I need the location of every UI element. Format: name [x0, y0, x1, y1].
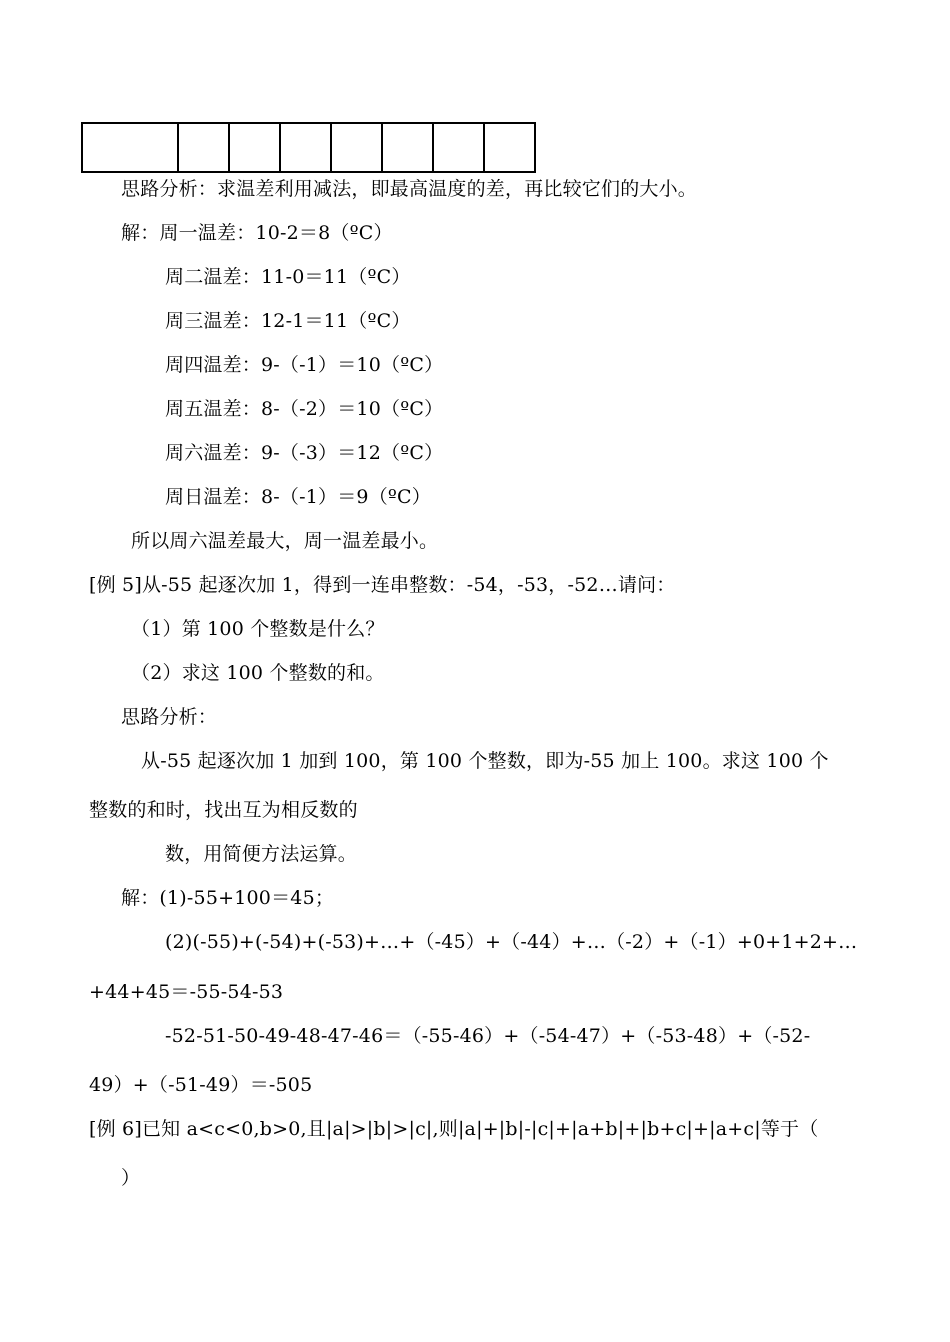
- question-1: （1）第 100 个整数是什么？: [131, 618, 385, 640]
- table-cell: [433, 123, 484, 172]
- table-row: [82, 123, 535, 172]
- solution-part-2-line-1: (2)(-55)+(-54)+(-53)+…+（-45）+（-44）+…（-2）+（-1）+0+1+2+…: [165, 931, 858, 953]
- solution-thursday: 周四温差：9-（-1）＝10（ºC）: [165, 354, 444, 376]
- solution-wednesday: 周三温差：12-1＝11（ºC）: [165, 310, 411, 332]
- solution-friday: 周五温差：8-（-2）＝10（ºC）: [165, 398, 444, 420]
- table-cell: [484, 123, 535, 172]
- conclusion-line: 所以周六温差最大，周一温差最小。: [131, 530, 439, 552]
- solution-part-1: 解：(1)-55+100＝45；: [121, 887, 335, 909]
- solution-part-2-line-4: 49）+（-51-49）＝-505: [89, 1074, 313, 1096]
- table-cell: [82, 123, 178, 172]
- analysis-body-1: 从-55 起逐次加 1 加到 100，第 100 个整数，即为-55 加上 100。求这 100 个: [141, 750, 829, 772]
- analysis-body-3: 数，用简便方法运算。: [165, 843, 358, 865]
- table-cell: [382, 123, 433, 172]
- analysis-line: 思路分析：求温差利用减法，即最高温度的差，再比较它们的大小。: [121, 178, 698, 200]
- solution-part-2-line-3: -52-51-50-49-48-47-46＝（-55-46）+（-54-47）+（-53-48）+（-52-: [165, 1025, 811, 1047]
- example-5-title: [例 5]从-55 起逐次加 1，得到一连串整数：-54，-53，-52…请问：: [89, 574, 676, 596]
- analysis-heading: 思路分析：: [121, 706, 218, 728]
- analysis-body-2: 整数的和时，找出互为相反数的: [89, 799, 358, 821]
- solution-tuesday: 周二温差：11-0＝11（ºC）: [165, 266, 411, 288]
- example-6-blank: ）: [121, 1167, 141, 1189]
- answer-grid-table: [81, 122, 536, 173]
- solution-saturday: 周六温差：9-（-3）＝12（ºC）: [165, 442, 444, 464]
- solution-sunday: 周日温差：8-（-1）＝9（ºC）: [165, 486, 431, 508]
- solution-monday: 解：周一温差：10-2＝8（ºC）: [121, 222, 393, 244]
- solution-part-2-line-2: +44+45＝-55-54-53: [89, 981, 284, 1003]
- table-cell: [331, 123, 382, 172]
- example-6-title: [例 6]已知 a<c<0,b>0,且|a|>|b|>|c|,则|a|+|b|-|c|+|a+b|+|b+c|+|a+c|等于（: [89, 1118, 819, 1140]
- question-2: （2）求这 100 个整数的和。: [131, 662, 385, 684]
- table-cell: [178, 123, 229, 172]
- table-cell: [229, 123, 280, 172]
- table-cell: [280, 123, 331, 172]
